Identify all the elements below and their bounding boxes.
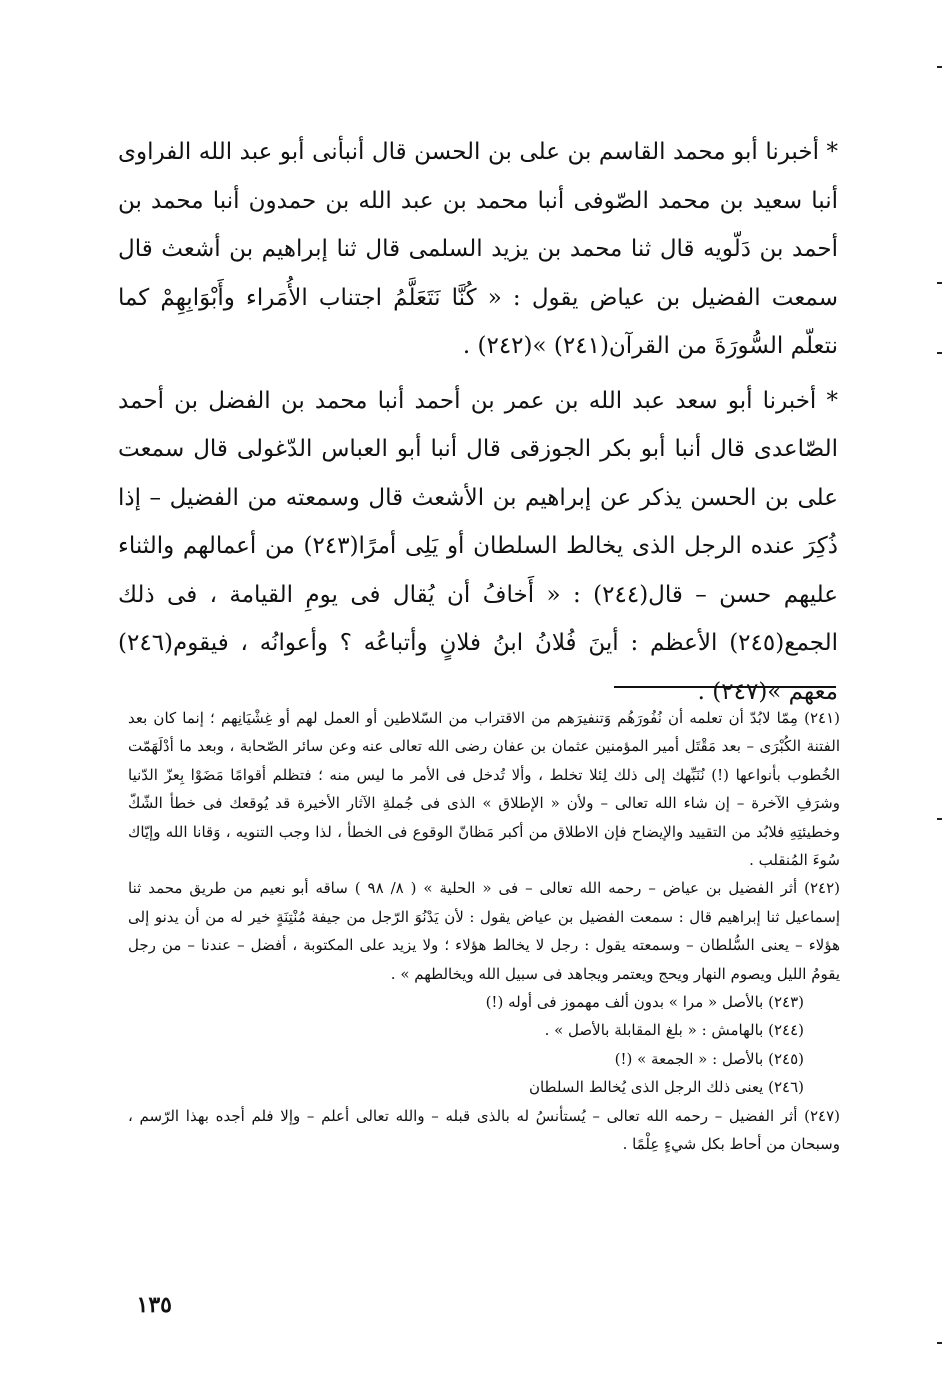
edge-mark: [937, 66, 942, 68]
footnote-separator: [614, 686, 836, 688]
footnote: (٢٤٥) بالأصل : « الجمعة » (!): [614, 1049, 804, 1068]
footnote: (٢٤٧) أثر الفضيل – رحمه الله تعالى – يُستأنسُ له بالذى قبله – والله تعالى أعلم – وإلا فلم أجده بهذا الرّسم ، وسبحان من أحاط بكل شيءٍ عِلْمًا .: [128, 1106, 840, 1154]
footnote: (٢٤١) مِمّا لابُدّ أن تعلمه أن نُفُورَهُم وَتنفيرَهم من الاقتراب من السّلاطين أو العمل لهم أو غِشْيَانِهم ؛ إنما كان بعد الفتنة الكُبْرَى – بعد مَقْتَل أمير المؤمنين عثمان بن عفان رضى الله تعالى عنه وعن سائر الصّحابة ، وبعد ما أدْلَهَمّت الخُطوب بأنواعها (!) نُنَبِّهك إلى ذلك لِئلا تخلط ، وألا تُدخل فى الأمر ما ليس منه ؛ فتظلم أقوامًا مَضَوْا بِعزّ الدّنيا وشرَفِ الآخرة – إن شاء الله تعالى – ولأن « الإطلاق » الذى فى جُملةِ الآثار الأخيرة قد يُوقعك فى خطأ الشّكّ وخطيئتِهِ فلابُد من التقييد والإيضاح فإن الاطلاق من أكبر مَظانّ الوقوع فى الخطأ ، لذا وجب التنويه ، وَقانا الله وإيّاك سُوءَ المُنقلب .: [128, 709, 840, 870]
main-paragraph: * أخبرنا أبو محمد القاسم بن على بن الحسن قال أنبأنى أبو عبد الله الفراوى أنبا سعيد بن محمد الصّوفى أنبا محمد بن عبد الله بن حمدون أنبا محمد بن أحمد بن دَلّويه قال ثنا محمد بن يزيد السلمى قال ثنا إبراهيم بن أشعث قال سمعت الفضيل بن عياض يقول : « كُنَّا نَتَعَلَّمُ اجتناب الأُمَراء وأَبْوَابِهِمْ كما نتعلّم السُّورَةَ من القرآن(٢٤١) »(٢٤٢) .: [118, 139, 838, 359]
edge-mark: [937, 1342, 942, 1344]
footnote: (٢٤٤) بالهامش : « بلغ المقابلة بالأصل » .: [544, 1021, 804, 1040]
footnote: (٢٤٣) بالأصل « مرا » بدون ألف مهموز فى أوله (!): [485, 993, 804, 1012]
page-number: ١٣٥: [136, 1292, 172, 1318]
footnote: (٢٤٦) يعنى ذلك الرجل الذى يُخالط السلطان: [528, 1078, 804, 1097]
main-paragraph: * أخبرنا أبو سعد عبد الله بن عمر بن أحمد أنبا محمد بن الفضل بن أحمد الصّاعدى قال أنبا أبو بكر الجوزقى قال أنبا أبو العباس الدّغولى قال سمعت على بن الحسن يذكر عن إبراهيم بن الأشعث قال وسمعته من الفضيل – إذا ذُكِرَ عنده الرجل الذى يخالط السلطان أو يَلِى أمرًا(٢٤٣) من أعمالهم والثناء عليهم حسن – قال(٢٤٤) : « أَخافُ أن يُقال فى يومِ القيامة ، فى ذلك الجمع(٢٤٥) الأعظم : أينَ فُلانُ ابنُ فلانٍ وأتباعُه ؟ وأعوانُه ، فيقوم(٢٤٦) معهم »(٢٤٧) .: [118, 387, 838, 705]
edge-mark: [937, 818, 942, 820]
main-text: [118, 128, 838, 716]
footnote: (٢٤٢) أثر الفضيل بن عياض – رحمه الله تعالى – فى « الحلية » ( ٨/ ٩٨ ) ساقه أبو نعيم من طريق محمد ثنا إسماعيل ثنا إبراهيم قال : سمعت الفضيل بن عياض يقول : لأن يَدْنُوَ الرّجل من جيفة مُنْتِنَةٍ خير له من أن يدنو إلى هؤلاء – يعنى السُّلطان – وسمعته يقول : رجل لا يخالط هؤلاء ؛ ولا يزيد على المكتوبة ، أفضل – عندنا – من رجل يقومُ الليل ويصوم النهار ويحج ويعتمر ويجاهد فى سبيل الله ويخالطهم » .: [128, 879, 840, 983]
footnotes: [128, 704, 840, 1159]
edge-mark: [937, 352, 942, 354]
edge-mark: [937, 282, 942, 284]
